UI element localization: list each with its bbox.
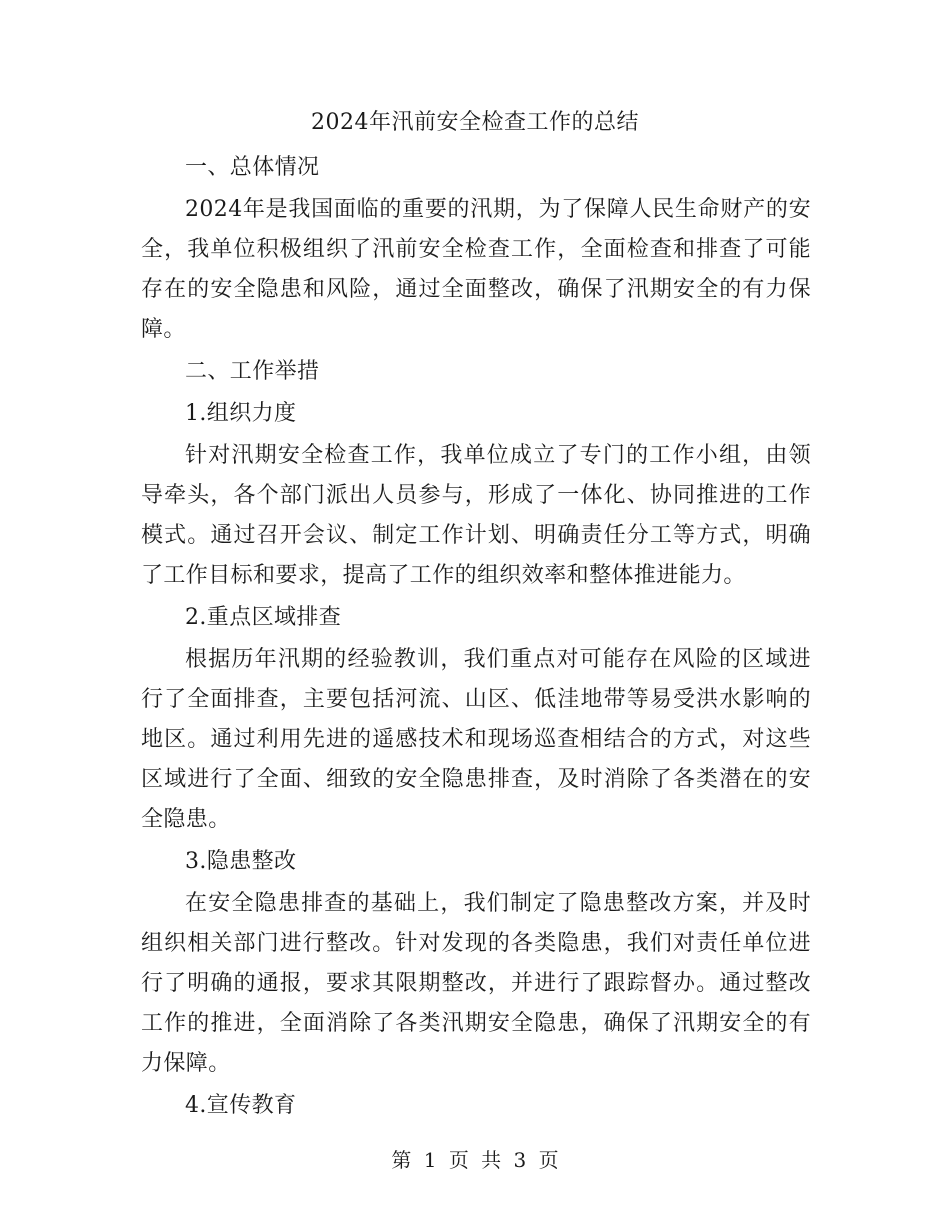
subheading-organization: 1.组织力度 <box>185 401 297 426</box>
subheading-rectification: 3.隐患整改 <box>185 849 297 874</box>
section-heading-overview: 一、总体情况 <box>185 155 320 180</box>
document-body <box>141 148 811 1128</box>
paragraph-organization: 针对汛期安全检查工作，我单位成立了专门的工作小组，由领导牵头，各个部门派出人员参与，形成了一体化、协同推进的工作模式。通过召开会议、制定工作计划、明确责任分工等方式，明确了工作目标和要求，提高了工作的组织效率和整体推进能力。 <box>141 443 811 588</box>
paragraph-rectification: 在安全隐患排查的基础上，我们制定了隐患整改方案，并及时组织相关部门进行整改。针对发现的各类隐患，我们对责任单位进行了明确的通报，要求其限期整改，并进行了跟踪督办。通过整改工作的推进，全面消除了各类汛期安全隐患，确保了汛期安全的有力保障。 <box>141 891 811 1076</box>
subheading-publicity: 4.宣传教育 <box>185 1093 297 1118</box>
paragraph-overview: 2024年是我国面临的重要的汛期，为了保障人民生命财产的安全，我单位积极组织了汛前安全检查工作，全面检查和排查了可能存在的安全隐患和风险，通过全面整改，确保了汛期安全的有力保障。 <box>141 197 811 342</box>
document-title: 2024年汛前安全检查工作的总结 <box>311 110 639 135</box>
page-number-footer: 第 1 页 共 3 页 <box>391 1148 559 1172</box>
paragraph-key-areas: 根据历年汛期的经验教训，我们重点对可能存在风险的区域进行了全面排查，主要包括河流、山区、低洼地带等易受洪水影响的地区。通过利用先进的遥感技术和现场巡查相结合的方式，对这些区域进行了全面、细致的安全隐患排查，及时消除了各类潜在的安全隐患。 <box>141 647 811 832</box>
section-heading-measures: 二、工作举措 <box>185 359 320 384</box>
subheading-key-areas: 2.重点区域排查 <box>185 605 342 630</box>
